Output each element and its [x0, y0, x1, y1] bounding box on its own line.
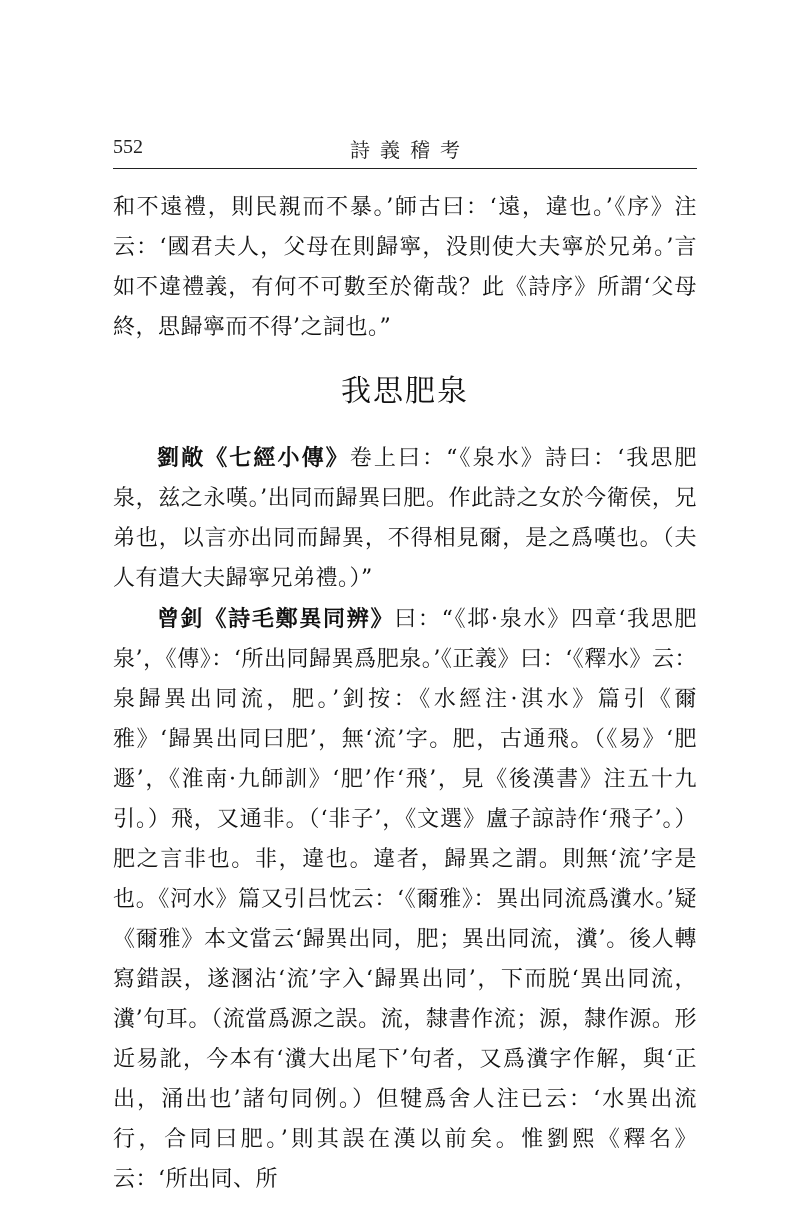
citation-source: 劉敞《七經小傳》: [157, 445, 350, 471]
citation-source: 曾釗《詩毛鄭異同辨》: [157, 606, 395, 632]
continuation-block: [113, 188, 697, 348]
section-title: 我思肥泉: [341, 374, 469, 409]
paragraph-zeng-zhao: [113, 599, 697, 1200]
page-header: [113, 132, 697, 169]
continuation-paragraph: 和不遠禮，則民親而不暴。’師古曰：‘遠，違也。’《序》注云：‘國君夫人，父母在則歸寧，没則使大夫寧於兄弟。’言如不違禮義，有何不可數至於衛哉？此《詩序》所謂‘父母終，思歸寧而不得’之詞也。”: [113, 195, 697, 340]
citation-text: 曰：“《邶·泉水》四章‘我思肥泉’，《傳》：‘所出同歸異爲肥泉。’《正義》曰：‘《釋水》云：泉歸異出同流，肥。’釗按：《水經注·淇水》篇引《爾雅》‘歸異出同曰肥’，無‘流’字。肥，古通飛。（《易》‘肥遯’，《淮南·九師訓》‘肥’作‘飛’，見《後漢書》注五十九引。）飛，又通非。（‘非子’，《文選》盧子諒詩作‘飛子’。）肥之言非也。非，違也。違者，歸異之謂。則無‘流’字是也。《河水》篇又引吕忱云：‘《爾雅》：異出同流爲瀵水。’疑《爾雅》本文當云‘歸異出同，肥；異出同流，瀵’。後人轉寫錯誤，遂溷沾‘流’字入‘歸異出同’，下而脱‘異出同流，瀵’句耳。（流當爲源之誤。流，隸書作流；源，隸作源。形近易訛，今本有‘瀵大出尾下’句者，又爲瀵字作解，與‘正出，涌出也’諸句同例。）但犍爲舍人注已云：‘水異出流行，合同曰肥。’則其誤在漢以前矣。惟劉熙《釋名》云：‘所出同、所: [113, 607, 697, 1192]
body-block: [113, 438, 697, 1200]
page-number: 552: [113, 136, 143, 158]
citation-text: 卷上曰：“《泉水》詩曰：‘我思肥泉，兹之永嘆。’出同而歸異曰肥。作此詩之女於今衛侯，兄弟也，以言亦出同而歸異，不得相見爾，是之爲嘆也。（夫人有遣大夫歸寧兄弟禮。）”: [113, 446, 697, 591]
paragraph-liu-chang: [113, 438, 697, 599]
running-title: 詩義稽考: [350, 138, 470, 162]
